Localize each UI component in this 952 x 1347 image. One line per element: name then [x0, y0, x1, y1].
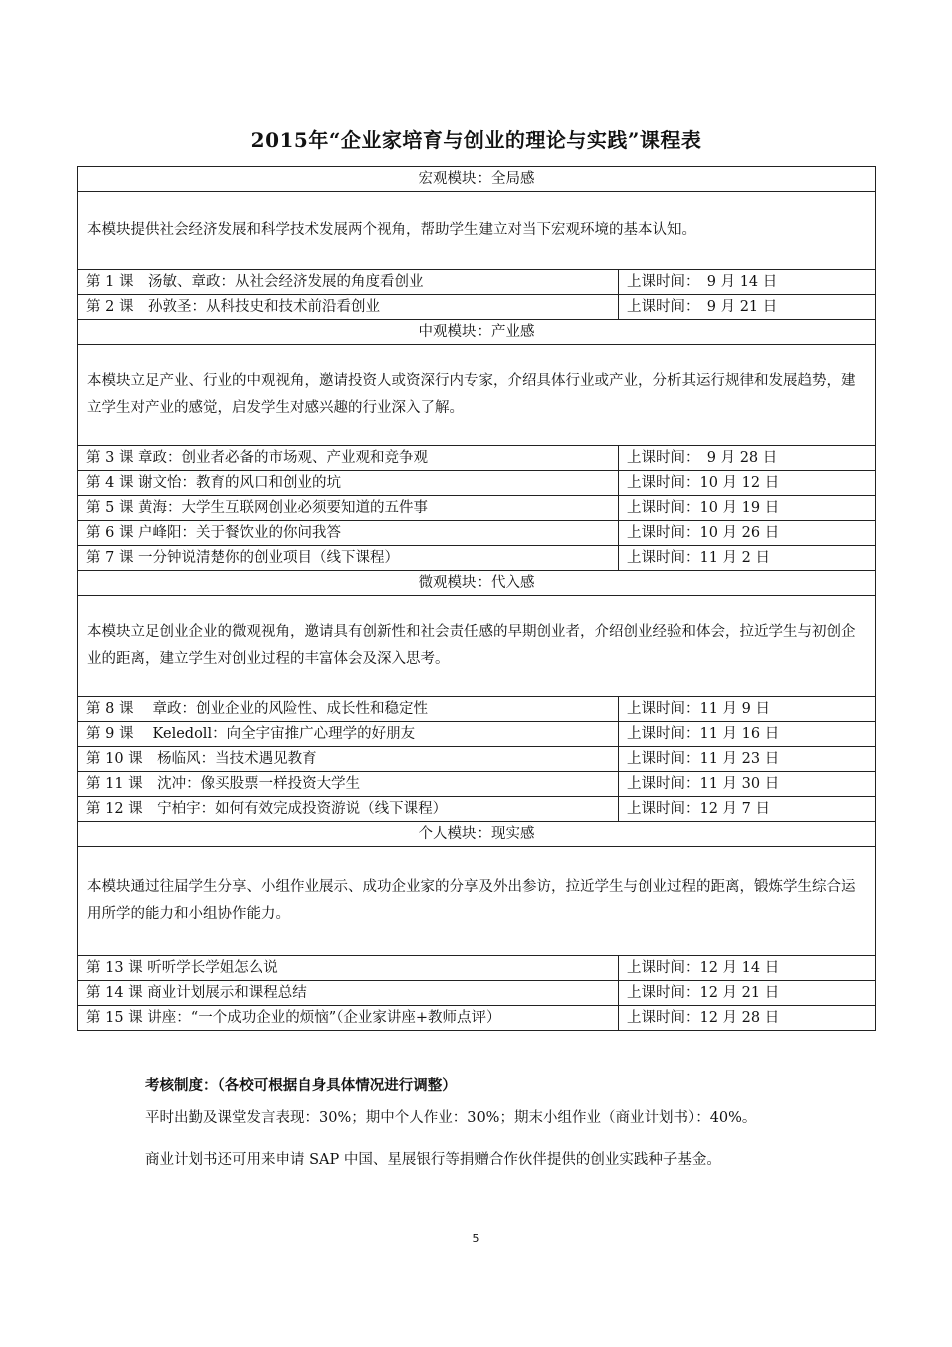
table-row: [78, 747, 876, 772]
lesson-title: 第 10 课 杨临风：当技术遇见教育: [78, 747, 619, 772]
lesson-date: 9 月 28 日: [692, 450, 778, 466]
table-row: [78, 270, 876, 295]
lesson-time: [619, 956, 876, 981]
assessment-weights: 平时出勤及课堂发言表现：30%；期中个人作业：30%；期末小组作业（商业计划书）：40%。: [145, 1110, 757, 1126]
assessment-note: 商业计划书还可用来申请 SAP 中国、星展银行等捐赠合作伙伴提供的创业实践种子基金。: [145, 1152, 721, 1168]
time-label: 上课时间：: [627, 985, 700, 1001]
table-row: [78, 496, 876, 521]
lesson-time: [619, 772, 876, 797]
module-header: 宏观模块：全局感: [78, 167, 876, 192]
time-label: 上课时间：: [627, 801, 700, 817]
lesson-date: 12 月 7 日: [699, 801, 771, 817]
module-header: 微观模块：代入感: [78, 571, 876, 596]
lesson-date: 10 月 26 日: [699, 525, 780, 541]
lesson-date: 12 月 21 日: [699, 985, 780, 1001]
table-row: [78, 797, 876, 822]
module-header-row: [78, 167, 876, 192]
assessment-title: 考核制度：（各校可根据自身具体情况进行调整）: [145, 1077, 457, 1094]
module-description-row: [78, 847, 876, 956]
time-label: 上课时间：: [627, 550, 700, 566]
lesson-title: 第 14 课 商业计划展示和课程总结: [78, 981, 619, 1006]
lesson-time: [619, 797, 876, 822]
table-row: [78, 546, 876, 571]
lesson-title: 第 1 课 汤敏、章政：从社会经济发展的角度看创业: [78, 270, 619, 295]
lesson-title: 第 2 课 孙敦圣：从科技史和技术前沿看创业: [78, 295, 619, 320]
lesson-date: 10 月 12 日: [699, 475, 780, 491]
module-description: 本模块通过往届学生分享、小组作业展示、成功企业家的分享及外出参访，拉近学生与创业过程的距离，锻炼学生综合运用所学的能力和小组协作能力。: [78, 847, 876, 956]
time-label: 上课时间：: [627, 450, 693, 466]
table-row: [78, 697, 876, 722]
lesson-title: 第 12 课 宁柏宇：如何有效完成投资游说（线下课程）: [78, 797, 619, 822]
module-header-row: [78, 320, 876, 345]
time-label: 上课时间：: [627, 776, 700, 792]
module-description: 本模块立足创业企业的微观视角，邀请具有创新性和社会责任感的早期创业者，介绍创业经验和体会，拉近学生与初创企业的距离，建立学生对创业过程的丰富体会及深入思考。: [78, 596, 876, 697]
lesson-time: [619, 496, 876, 521]
table-row: [78, 471, 876, 496]
lesson-time: [619, 747, 876, 772]
lesson-time: [619, 981, 876, 1006]
lesson-title: 第 7 课 一分钟说清楚你的创业项目（线下课程）: [78, 546, 619, 571]
lesson-time: [619, 697, 876, 722]
table-row: [78, 722, 876, 747]
lesson-time: [619, 471, 876, 496]
table-row: [78, 956, 876, 981]
time-label: 上课时间：: [627, 701, 700, 717]
lesson-date: 12 月 28 日: [699, 1010, 780, 1026]
lesson-title: 第 4 课 谢文怡：教育的风口和创业的坑: [78, 471, 619, 496]
lesson-date: 9 月 14 日: [692, 274, 778, 290]
module-description-row: [78, 596, 876, 697]
module-description-row: [78, 192, 876, 270]
time-label: 上课时间：: [627, 500, 700, 516]
lesson-date: 11 月 16 日: [699, 726, 780, 742]
lesson-time: [619, 521, 876, 546]
lesson-title: 第 6 课 户峰阳：关于餐饮业的你问我答: [78, 521, 619, 546]
lesson-date: 9 月 21 日: [692, 299, 778, 315]
time-label: 上课时间：: [627, 475, 700, 491]
lesson-title: 第 3 课 章政：创业者必备的市场观、产业观和竞争观: [78, 446, 619, 471]
module-header: 中观模块：产业感: [78, 320, 876, 345]
time-label: 上课时间：: [627, 1010, 700, 1026]
lesson-time: [619, 446, 876, 471]
time-label: 上课时间：: [627, 299, 693, 315]
lesson-title: 第 13 课 听听学长学姐怎么说: [78, 956, 619, 981]
page-number: 5: [472, 1232, 480, 1245]
lesson-date: 11 月 30 日: [699, 776, 780, 792]
table-row: [78, 446, 876, 471]
lesson-date: 11 月 2 日: [699, 550, 771, 566]
module-header-row: [78, 822, 876, 847]
schedule-table: [77, 166, 876, 1031]
lesson-time: [619, 270, 876, 295]
time-label: 上课时间：: [627, 960, 700, 976]
module-header-row: [78, 571, 876, 596]
table-row: [78, 1006, 876, 1031]
lesson-date: 12 月 14 日: [699, 960, 780, 976]
time-label: 上课时间：: [627, 525, 700, 541]
lesson-title: 第 11 课 沈冲：像买股票一样投资大学生: [78, 772, 619, 797]
lesson-date: 11 月 23 日: [699, 751, 780, 767]
lesson-title: 第 8 课 章政：创业企业的风险性、成长性和稳定性: [78, 697, 619, 722]
lesson-time: [619, 295, 876, 320]
lesson-date: 10 月 19 日: [699, 500, 780, 516]
lesson-title: 第 15 课 讲座：“一个成功企业的烦恼”（企业家讲座+教师点评）: [78, 1006, 619, 1031]
time-label: 上课时间：: [627, 726, 700, 742]
module-description: 本模块立足产业、行业的中观视角，邀请投资人或资深行内专家，介绍具体行业或产业，分析其运行规律和发展趋势，建立学生对产业的感觉，启发学生对感兴趣的行业深入了解。: [78, 345, 876, 446]
module-description: 本模块提供社会经济发展和科学技术发展两个视角，帮助学生建立对当下宏观环境的基本认知。: [78, 192, 876, 270]
time-label: 上课时间：: [627, 751, 700, 767]
lesson-time: [619, 722, 876, 747]
table-row: [78, 981, 876, 1006]
table-row: [78, 772, 876, 797]
lesson-title: 第 5 课 黄海：大学生互联网创业必须要知道的五件事: [78, 496, 619, 521]
table-row: [78, 521, 876, 546]
module-description-row: [78, 345, 876, 446]
time-label: 上课时间：: [627, 274, 693, 290]
lesson-date: 11 月 9 日: [699, 701, 771, 717]
table-row: [78, 295, 876, 320]
lesson-time: [619, 546, 876, 571]
page-title: 2015年“企业家培育与创业的理论与实践”课程表: [250, 128, 702, 152]
lesson-title: 第 9 课 Keledoll：向全宇宙推广心理学的好朋友: [78, 722, 619, 747]
module-header: 个人模块：现实感: [78, 822, 876, 847]
lesson-time: [619, 1006, 876, 1031]
